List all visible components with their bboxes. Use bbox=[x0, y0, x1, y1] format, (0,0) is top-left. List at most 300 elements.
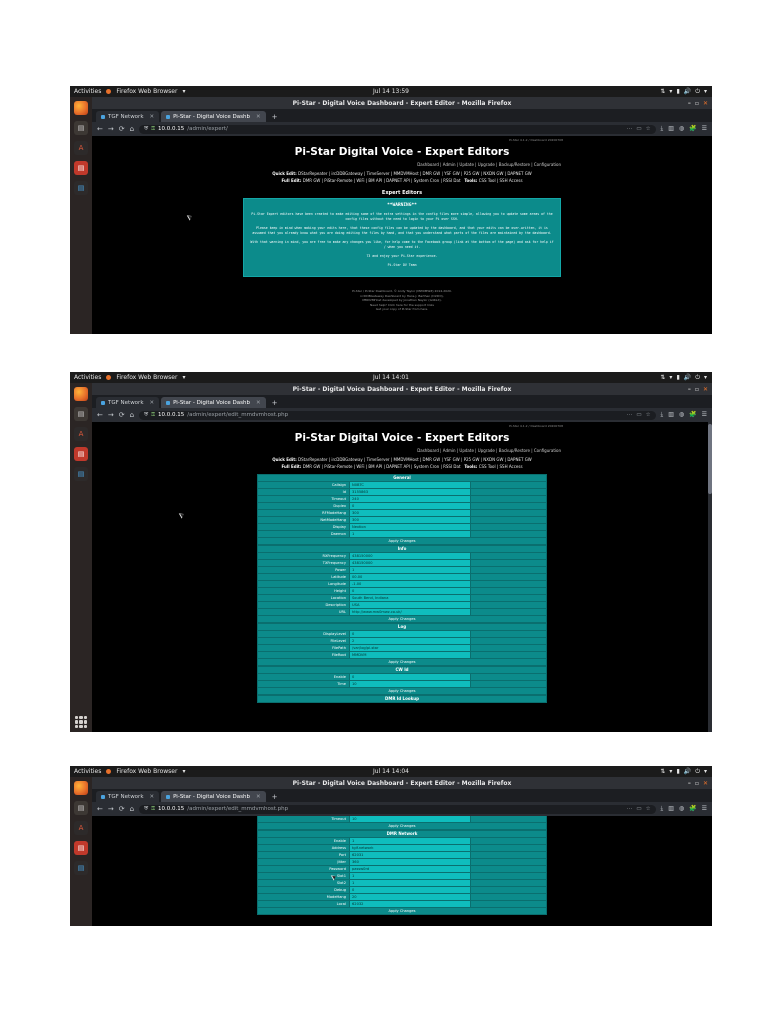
row-spacer bbox=[470, 859, 546, 865]
dock-firefox-icon[interactable] bbox=[74, 387, 88, 401]
row-spacer bbox=[470, 567, 546, 573]
chevron-down-icon[interactable]: ▾ bbox=[703, 88, 707, 95]
warning-header: **WARNING** bbox=[387, 203, 417, 208]
table-row[interactable] bbox=[257, 510, 547, 517]
field-input[interactable]: N0BTC bbox=[349, 482, 470, 488]
close-icon[interactable]: ✕ bbox=[256, 113, 261, 120]
pistar-page bbox=[237, 816, 567, 926]
apply-changes-button[interactable]: Apply Changes bbox=[257, 659, 547, 666]
table-row[interactable] bbox=[257, 581, 547, 588]
apply-changes-button[interactable]: Apply Changes bbox=[257, 538, 547, 545]
close-button[interactable]: ✕ bbox=[702, 385, 708, 393]
page-title: Pi-Star Digital Voice - Expert Editors bbox=[294, 146, 510, 158]
close-icon[interactable]: ✕ bbox=[256, 399, 261, 406]
row-spacer bbox=[470, 609, 546, 615]
tab-label: Pi-Star - Digital Voice Dashb bbox=[173, 113, 250, 120]
field-input[interactable]: 0 bbox=[349, 503, 470, 509]
field-label: Debug bbox=[258, 887, 349, 893]
row-spacer bbox=[470, 880, 546, 886]
warning-notice bbox=[243, 198, 561, 277]
warning-paragraph-2: Please keep in mind when making your edits here, that these config files can be updated by the dashboard, and that your edits can be over-written, it is assumed that you already know what you are doing editing the files by hand, and that you understand what parts of the files are maintained by the dashboard. bbox=[252, 226, 552, 235]
sidebar-icon[interactable]: ▥ bbox=[668, 125, 674, 132]
apply-changes-button[interactable]: Apply Changes bbox=[257, 616, 547, 623]
tab-favicon bbox=[166, 115, 170, 119]
desktop-screenshot-bottom bbox=[70, 766, 712, 926]
wifi-icon[interactable]: ▾ bbox=[669, 374, 673, 381]
new-tab-button[interactable]: + bbox=[271, 399, 278, 407]
tab-tgf-network[interactable] bbox=[96, 791, 159, 802]
table-row[interactable] bbox=[257, 609, 547, 616]
wifi-icon[interactable]: ▾ bbox=[669, 768, 673, 775]
wifi-icon[interactable]: ▾ bbox=[669, 88, 673, 95]
footer-line-5[interactable]: Get your copy of Pi-Star from here. bbox=[375, 307, 429, 311]
window-titlebar bbox=[92, 777, 712, 789]
shield-icon[interactable]: ⛨ bbox=[144, 805, 149, 812]
field-label: Power bbox=[258, 567, 349, 573]
url-host: 10.0.0.15 bbox=[158, 126, 185, 132]
field-label: Port bbox=[258, 852, 349, 858]
table-row[interactable] bbox=[257, 496, 547, 503]
home-icon[interactable]: ⌂ bbox=[129, 805, 135, 813]
extension-icon[interactable]: 🧩 bbox=[689, 805, 697, 812]
dock bbox=[70, 383, 92, 732]
bookmark-icon[interactable]: ☆ bbox=[645, 806, 651, 812]
tools-links[interactable]: CSS Tool | SSH Access bbox=[478, 463, 523, 469]
table-row[interactable] bbox=[257, 852, 547, 859]
table-row[interactable] bbox=[257, 503, 547, 510]
table-row[interactable] bbox=[257, 873, 547, 880]
field-label: Description bbox=[258, 602, 349, 608]
field-input[interactable]: 1 bbox=[349, 873, 470, 879]
table-row[interactable] bbox=[257, 859, 547, 866]
clock[interactable]: Jul 14 13:59 bbox=[373, 88, 409, 95]
field-input[interactable]: 1 bbox=[349, 838, 470, 844]
table-row[interactable] bbox=[257, 517, 547, 524]
page-footer bbox=[237, 283, 567, 316]
tab-label: TGF Network bbox=[108, 793, 144, 800]
footer-line-1: Pi-Star / Pi-Star Dashboard, © Andy Taylor (MW0MWZ) 2014-2020. bbox=[352, 289, 452, 293]
activities-button[interactable]: Activities bbox=[74, 768, 102, 775]
field-label: NetModeHang bbox=[258, 517, 349, 523]
field-input[interactable]: 2 bbox=[349, 638, 470, 644]
dock-text-editor-icon[interactable]: ▤ bbox=[74, 467, 88, 481]
window-controls bbox=[688, 97, 708, 109]
dock-anydesk-icon[interactable]: A bbox=[74, 141, 88, 155]
dock-files-icon[interactable]: ▤ bbox=[74, 121, 88, 135]
editor-links bbox=[237, 454, 567, 474]
dock bbox=[70, 97, 92, 334]
section-header: General bbox=[257, 474, 547, 482]
table-row[interactable] bbox=[257, 489, 547, 496]
field-input[interactable]: 0 bbox=[349, 674, 470, 680]
full-edit-links[interactable]: DMR GW | PiStar-Remote | WiFi | BM API | DAPNET API | System Cron | RSSI Dat bbox=[302, 463, 461, 469]
gnome-top-bar bbox=[70, 372, 712, 383]
tab-pistar-dashboard[interactable] bbox=[161, 791, 266, 802]
shield-icon[interactable]: ⛨ bbox=[144, 411, 149, 418]
field-input[interactable]: 0 bbox=[349, 887, 470, 893]
field-label: Local bbox=[258, 901, 349, 907]
apply-changes-button[interactable]: Apply Changes bbox=[257, 908, 547, 915]
reload-icon[interactable]: ⟳ bbox=[118, 125, 125, 133]
chevron-down-icon[interactable]: ▾ bbox=[703, 768, 707, 775]
activities-button[interactable]: Activities bbox=[74, 374, 102, 381]
power-icon[interactable]: ⏻ bbox=[695, 374, 700, 381]
field-label: RFModeHang bbox=[258, 510, 349, 516]
maximize-button[interactable]: ▫ bbox=[694, 99, 699, 107]
window-controls bbox=[688, 777, 708, 789]
quick-edit-links[interactable]: DStarRepeater | ircDDBGateway | TimeServer | MMDVMHost | DMR GW | YSF GW | P25 GW | NXDN GW | DAPNET GW bbox=[298, 171, 532, 176]
config-section-cw-id bbox=[257, 666, 547, 703]
config-section-info bbox=[257, 545, 547, 623]
row-spacer bbox=[470, 845, 546, 851]
row-spacer bbox=[470, 681, 546, 687]
config-section-general bbox=[257, 474, 547, 545]
row-spacer bbox=[470, 574, 546, 580]
section-title: Expert Editors bbox=[381, 190, 423, 196]
battery-icon[interactable]: ▮ bbox=[676, 374, 680, 381]
library-icon[interactable]: ⤓ bbox=[660, 805, 664, 812]
table-row[interactable] bbox=[257, 887, 547, 894]
field-input[interactable]: Nextion bbox=[349, 524, 470, 530]
field-input[interactable]: tgif.network bbox=[349, 845, 470, 851]
url-host: 10.0.0.15 bbox=[158, 806, 185, 812]
field-input[interactable]: South Bend, Indiana bbox=[349, 595, 470, 601]
field-input[interactable]: 10 bbox=[349, 681, 470, 687]
tab-pistar-dashboard[interactable] bbox=[161, 111, 266, 122]
field-input[interactable]: 240 bbox=[349, 496, 470, 502]
table-row[interactable] bbox=[257, 645, 547, 652]
main-menu[interactable]: Dashboard | Admin | Update | Upgrade | Backup/Restore | Configuration bbox=[417, 448, 561, 453]
table-row[interactable] bbox=[257, 524, 547, 531]
table-row[interactable] bbox=[257, 816, 547, 823]
close-button[interactable]: ✕ bbox=[702, 99, 708, 107]
field-label: Enable bbox=[258, 838, 349, 844]
forward-icon[interactable]: → bbox=[107, 411, 114, 419]
tab-favicon bbox=[166, 795, 170, 799]
field-input[interactable]: 438150000 bbox=[349, 560, 470, 566]
row-spacer bbox=[470, 602, 546, 608]
account-icon[interactable]: ◍ bbox=[678, 411, 685, 418]
table-row[interactable] bbox=[257, 553, 547, 560]
field-input[interactable]: 1 bbox=[349, 880, 470, 886]
dock-text-editor-icon[interactable]: ▤ bbox=[74, 861, 88, 875]
close-icon[interactable]: ✕ bbox=[149, 793, 155, 800]
field-input[interactable]: 00.00 bbox=[349, 574, 470, 580]
field-input[interactable]: 20 bbox=[349, 894, 470, 900]
row-spacer bbox=[470, 482, 546, 488]
field-label: Daemon bbox=[258, 531, 349, 537]
row-spacer bbox=[470, 496, 546, 502]
library-icon[interactable]: ⤓ bbox=[660, 411, 664, 418]
pistar-page bbox=[237, 136, 567, 334]
field-label: FileRoot bbox=[258, 652, 349, 658]
field-input[interactable]: 62032 bbox=[349, 901, 470, 907]
dock-pdf-icon[interactable]: ▤ bbox=[74, 161, 88, 175]
bookmark-icon[interactable]: ☆ bbox=[645, 412, 651, 418]
field-input[interactable]: passw0rd bbox=[349, 866, 470, 872]
field-input[interactable]: 300 bbox=[349, 510, 470, 516]
field-label: Jitter bbox=[258, 859, 349, 865]
table-row[interactable] bbox=[257, 638, 547, 645]
row-spacer bbox=[470, 524, 546, 530]
close-icon[interactable]: ✕ bbox=[149, 399, 155, 406]
tools-links[interactable]: CSS Tool | SSH Access bbox=[478, 177, 523, 183]
sidebar-icon[interactable]: ▥ bbox=[668, 411, 674, 418]
field-input[interactable]: 360 bbox=[349, 859, 470, 865]
table-row[interactable] bbox=[257, 595, 547, 602]
home-icon[interactable]: ⌂ bbox=[129, 411, 135, 419]
reader-icon[interactable]: ▭ bbox=[636, 412, 642, 418]
dock-firefox-icon[interactable] bbox=[74, 101, 88, 115]
page-viewport bbox=[92, 816, 712, 926]
field-label: Id bbox=[258, 489, 349, 495]
quick-edit-label: Quick Edit: bbox=[272, 457, 297, 462]
window-title: Pi-Star - Digital Voice Dashboard - Expert Editor - Mozilla Firefox bbox=[292, 385, 512, 393]
table-row[interactable] bbox=[257, 901, 547, 908]
app-menu-label[interactable]: Firefox Web Browser bbox=[116, 88, 178, 95]
dock-text-editor-icon[interactable]: ▤ bbox=[74, 181, 88, 195]
field-label: Timeout bbox=[258, 496, 349, 502]
navigation-toolbar bbox=[92, 122, 712, 136]
back-icon[interactable]: ← bbox=[97, 411, 103, 419]
dock-files-icon[interactable]: ▤ bbox=[74, 407, 88, 421]
power-icon[interactable]: ⏻ bbox=[695, 88, 700, 95]
tools-label: Tools: bbox=[464, 177, 478, 183]
menu-icon[interactable]: ☰ bbox=[701, 125, 707, 132]
version-stamp: Pi-Star 4.1.2 / Dashboard 20200708 bbox=[509, 138, 563, 142]
field-label: FilePath bbox=[258, 645, 349, 651]
lock-icon[interactable]: ⚿ bbox=[151, 806, 156, 812]
show-applications-icon[interactable] bbox=[75, 716, 87, 728]
table-row[interactable] bbox=[257, 574, 547, 581]
dock-pdf-icon[interactable]: ▤ bbox=[74, 447, 88, 461]
reader-icon[interactable]: ▭ bbox=[636, 806, 642, 812]
sidebar-icon[interactable]: ▥ bbox=[668, 805, 674, 812]
library-icon[interactable]: ⤓ bbox=[660, 125, 664, 132]
full-edit-links[interactable]: DMR GW | PiStar-Remote | WiFi | BM API | DAPNET API | System Cron | RSSI Dat bbox=[302, 177, 461, 183]
tab-label: TGF Network bbox=[108, 399, 144, 406]
chevron-down-icon[interactable]: ▾ bbox=[182, 88, 186, 95]
table-row[interactable] bbox=[257, 588, 547, 595]
field-input[interactable]: 0 bbox=[349, 631, 470, 637]
section-header: DMR Id Lookup bbox=[257, 695, 547, 703]
clock[interactable]: Jul 14 14:01 bbox=[373, 374, 409, 381]
dock-firefox-icon[interactable] bbox=[74, 781, 88, 795]
table-row[interactable] bbox=[257, 880, 547, 887]
footer-line-4[interactable]: Need help? Click here for the support links bbox=[370, 302, 434, 307]
desktop-screenshot-middle bbox=[70, 372, 712, 732]
reload-icon[interactable]: ⟳ bbox=[118, 805, 125, 813]
tab-strip bbox=[92, 789, 712, 802]
network-icon[interactable]: ⇅ bbox=[660, 768, 666, 775]
window-titlebar bbox=[92, 383, 712, 395]
field-input[interactable]: 438150000 bbox=[349, 553, 470, 559]
config-section-log bbox=[257, 623, 547, 666]
page-actions-icon[interactable]: ⋯ bbox=[626, 806, 633, 812]
close-icon[interactable]: ✕ bbox=[149, 113, 155, 120]
table-row[interactable] bbox=[257, 602, 547, 609]
row-spacer bbox=[470, 638, 546, 644]
gnome-top-bar bbox=[70, 766, 712, 777]
config-section-dmr-network bbox=[257, 816, 547, 915]
forward-icon[interactable]: → bbox=[107, 805, 114, 813]
tab-tgf-network[interactable] bbox=[96, 397, 159, 408]
lock-icon[interactable]: ⚿ bbox=[151, 412, 156, 418]
reader-icon[interactable]: ▭ bbox=[636, 126, 642, 132]
field-input[interactable]: 1 bbox=[349, 531, 470, 537]
footer-line-2: ircDDBGateway Dashboard by Hans-J. Barthen (DL5DI), bbox=[360, 293, 444, 298]
url-host: 10.0.0.15 bbox=[158, 412, 185, 418]
chevron-down-icon[interactable]: ▾ bbox=[182, 374, 186, 381]
tab-label: TGF Network bbox=[108, 113, 144, 120]
table-row[interactable] bbox=[257, 866, 547, 873]
field-label: Latitude bbox=[258, 574, 349, 580]
gnome-top-bar bbox=[70, 86, 712, 97]
address-bar[interactable] bbox=[139, 125, 655, 134]
maximize-button[interactable]: ▫ bbox=[694, 385, 699, 393]
page-actions-icon[interactable]: ⋯ bbox=[626, 126, 633, 132]
field-input[interactable]: 62031 bbox=[349, 852, 470, 858]
forward-icon[interactable]: → bbox=[107, 125, 114, 133]
table-row[interactable] bbox=[257, 560, 547, 567]
tab-strip bbox=[92, 395, 712, 408]
pistar-page bbox=[237, 422, 567, 732]
section-header: CW Id bbox=[257, 666, 547, 674]
dock-anydesk-icon[interactable]: A bbox=[74, 427, 88, 441]
field-label: Slot2 bbox=[258, 880, 349, 886]
clock[interactable]: Jul 14 14:04 bbox=[373, 768, 409, 775]
network-icon[interactable]: ⇅ bbox=[660, 374, 666, 381]
power-icon[interactable]: ⏻ bbox=[695, 768, 700, 775]
field-label: Enable bbox=[258, 674, 349, 680]
table-row[interactable] bbox=[257, 845, 547, 852]
table-row[interactable] bbox=[257, 631, 547, 638]
home-icon[interactable]: ⌂ bbox=[129, 125, 135, 133]
battery-icon[interactable]: ▮ bbox=[676, 768, 680, 775]
field-input[interactable]: http://www.mw0mwz.co.uk/ bbox=[349, 609, 470, 615]
window-title: Pi-Star - Digital Voice Dashboard - Expert Editor - Mozilla Firefox bbox=[292, 779, 512, 787]
main-menu[interactable]: Dashboard | Admin | Update | Upgrade | Backup/Restore | Configuration bbox=[417, 162, 561, 167]
row-spacer bbox=[470, 503, 546, 509]
row-spacer bbox=[470, 553, 546, 559]
row-spacer bbox=[470, 489, 546, 495]
field-input[interactable]: 10 bbox=[349, 816, 470, 822]
field-input[interactable]: USA bbox=[349, 602, 470, 608]
volume-icon[interactable]: 🔊 bbox=[683, 88, 692, 95]
activities-button[interactable]: Activities bbox=[74, 88, 102, 95]
firefox-window bbox=[92, 97, 712, 334]
account-icon[interactable]: ◍ bbox=[678, 805, 685, 812]
back-icon[interactable]: ← bbox=[97, 805, 103, 813]
field-input[interactable]: 0 bbox=[349, 588, 470, 594]
table-row[interactable] bbox=[257, 482, 547, 489]
bookmark-icon[interactable]: ☆ bbox=[645, 126, 651, 132]
page-viewport bbox=[92, 422, 712, 732]
lock-icon[interactable]: ⚿ bbox=[151, 126, 156, 132]
dock bbox=[70, 777, 92, 926]
address-bar[interactable] bbox=[139, 411, 655, 420]
field-label: RXFrequency bbox=[258, 553, 349, 559]
reload-icon[interactable]: ⟳ bbox=[118, 411, 125, 419]
field-input[interactable]: 3155863 bbox=[349, 489, 470, 495]
table-row[interactable] bbox=[257, 674, 547, 681]
row-spacer bbox=[470, 588, 546, 594]
field-input[interactable]: -1.00 bbox=[349, 581, 470, 587]
tab-favicon bbox=[166, 401, 170, 405]
extension-icon[interactable]: 🧩 bbox=[689, 411, 697, 418]
apply-changes-button[interactable]: Apply Changes bbox=[257, 688, 547, 695]
app-menu-label[interactable]: Firefox Web Browser bbox=[116, 768, 178, 775]
firefox-window bbox=[92, 777, 712, 926]
new-tab-button[interactable]: + bbox=[271, 113, 278, 121]
page-title: Pi-Star Digital Voice - Expert Editors bbox=[294, 432, 510, 444]
page-viewport bbox=[92, 136, 712, 334]
apply-changes-button[interactable]: Apply Changes bbox=[257, 823, 547, 830]
field-label: Address bbox=[258, 845, 349, 851]
table-row[interactable] bbox=[257, 652, 547, 659]
tab-tgf-network[interactable] bbox=[96, 111, 159, 122]
tab-favicon bbox=[101, 795, 105, 799]
quick-edit-label: Quick Edit: bbox=[272, 171, 297, 176]
page-actions-icon[interactable]: ⋯ bbox=[626, 412, 633, 418]
shield-icon[interactable]: ⛨ bbox=[144, 125, 149, 132]
window-controls bbox=[688, 383, 708, 395]
chevron-down-icon[interactable]: ▾ bbox=[182, 768, 186, 775]
field-input[interactable]: /var/log/pi-star bbox=[349, 645, 470, 651]
address-bar[interactable] bbox=[139, 805, 655, 814]
volume-icon[interactable]: 🔊 bbox=[683, 374, 692, 381]
back-icon[interactable]: ← bbox=[97, 125, 103, 133]
minimize-button[interactable]: – bbox=[687, 385, 691, 393]
field-label: ModeHang bbox=[258, 894, 349, 900]
table-row[interactable] bbox=[257, 567, 547, 574]
section-header: Info bbox=[257, 545, 547, 553]
dock-anydesk-icon[interactable]: A bbox=[74, 821, 88, 835]
minimize-button[interactable]: – bbox=[687, 779, 691, 787]
dock-files-icon[interactable]: ▤ bbox=[74, 801, 88, 815]
minimize-button[interactable]: – bbox=[687, 99, 691, 107]
field-input[interactable]: MMDVM bbox=[349, 652, 470, 658]
field-input[interactable]: 1 bbox=[349, 567, 470, 573]
tab-pistar-dashboard[interactable] bbox=[161, 397, 266, 408]
network-icon[interactable]: ⇅ bbox=[660, 88, 666, 95]
battery-icon[interactable]: ▮ bbox=[676, 88, 680, 95]
close-button[interactable]: ✕ bbox=[702, 779, 708, 787]
extension-icon[interactable]: 🧩 bbox=[689, 125, 697, 132]
page-scrollbar[interactable] bbox=[708, 422, 712, 732]
close-icon[interactable]: ✕ bbox=[256, 793, 261, 800]
row-spacer bbox=[470, 631, 546, 637]
quick-edit-links[interactable]: DStarRepeater | ircDDBGateway | TimeServer | MMDVMHost | DMR GW | YSF GW | P25 GW | NXDN GW | DAPNET GW bbox=[298, 457, 532, 462]
maximize-button[interactable]: ▫ bbox=[694, 779, 699, 787]
footer-line-3: MMDVMHost developed by Jonathan Naylor (G4KLX). bbox=[362, 298, 442, 302]
field-label: Callsign bbox=[258, 482, 349, 488]
table-row[interactable] bbox=[257, 681, 547, 688]
table-row[interactable] bbox=[257, 894, 547, 901]
dock-pdf-icon[interactable]: ▤ bbox=[74, 841, 88, 855]
menu-icon[interactable]: ☰ bbox=[701, 805, 707, 812]
menu-icon[interactable]: ☰ bbox=[701, 411, 707, 418]
account-icon[interactable]: ◍ bbox=[678, 125, 685, 132]
new-tab-button[interactable]: + bbox=[271, 793, 278, 801]
app-menu-label[interactable]: Firefox Web Browser bbox=[116, 374, 178, 381]
volume-icon[interactable]: 🔊 bbox=[683, 768, 692, 775]
chevron-down-icon[interactable]: ▾ bbox=[703, 374, 707, 381]
table-row[interactable] bbox=[257, 838, 547, 845]
row-spacer bbox=[470, 581, 546, 587]
table-row[interactable] bbox=[257, 531, 547, 538]
field-input[interactable]: 300 bbox=[349, 517, 470, 523]
